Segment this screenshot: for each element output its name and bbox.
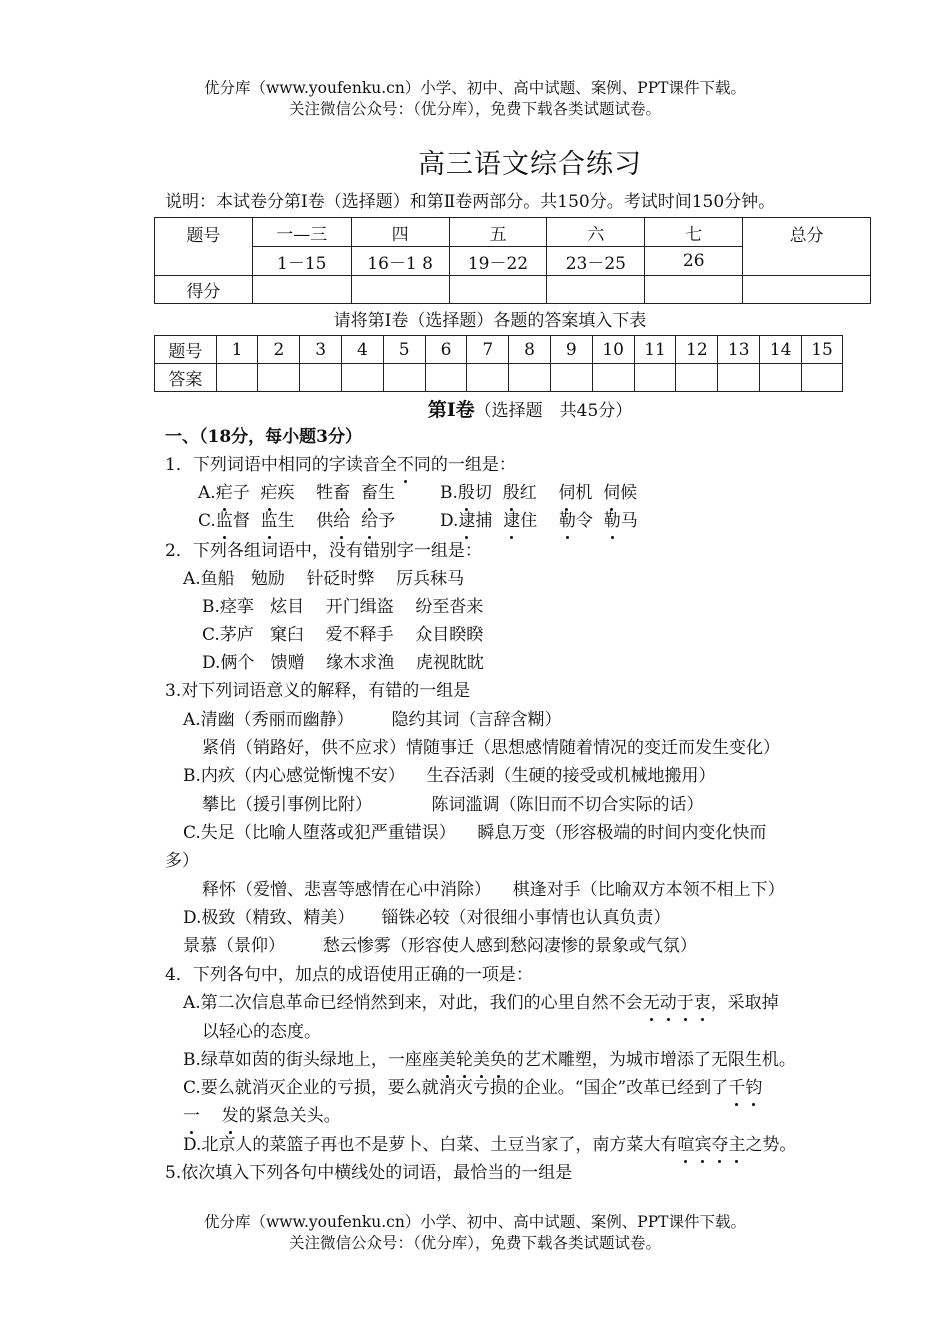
answer-number: 7 bbox=[467, 336, 509, 364]
q3-line: 多） bbox=[165, 851, 199, 871]
q2-option-b: B.痉挛 炫目 开门缉盗 纷至沓来 bbox=[202, 597, 484, 617]
q2-option-a: A.鱼船 勉励 针砭时弊 厉兵秣马 bbox=[183, 569, 465, 589]
score-table-section: 六 bbox=[547, 218, 645, 247]
answer-cell[interactable] bbox=[634, 364, 676, 392]
q4-option-d: D.北京人的菜篮子再也不是萝卜、白菜、土豆当家了，南方菜大有喧宾夺主之势。 bbox=[183, 1135, 797, 1155]
q3-line: 释怀（爱憎、悲喜等感情在心中消除） 棋逢对手（比喻双方本领不相上下） bbox=[202, 880, 785, 900]
q5-stem: 5.依次填入下列各句中横线处的词语，最恰当的一组是 bbox=[165, 1163, 573, 1183]
score-table bbox=[154, 217, 871, 304]
score-cell[interactable] bbox=[547, 276, 645, 304]
answer-number: 4 bbox=[342, 336, 384, 364]
q1-stem: 1．下列词语中相同的字读音全不同的一组是： bbox=[165, 455, 516, 475]
answer-number: 1 bbox=[216, 336, 258, 364]
answer-table-answer-label: 答案 bbox=[155, 364, 217, 392]
q4-option-a-cont: 以轻心的态度。 bbox=[202, 1022, 321, 1042]
answer-number: 8 bbox=[509, 336, 551, 364]
answer-number: 11 bbox=[634, 336, 676, 364]
answer-number: 14 bbox=[760, 336, 802, 364]
q4-option-b: B.绿草如茵的街头绿地上，一座座美轮美奂的艺术雕塑，为城市增添了无限生机。 bbox=[183, 1050, 796, 1070]
watermark-line-2: 关注微信公众号：（优分库），免费下载各类试题试卷。 bbox=[288, 100, 661, 118]
q2-option-c: C.茅庐 窠臼 爱不释手 众目睽睽 bbox=[202, 625, 484, 645]
q3-line: 紧俏（销路好，供不应求）情随事迁（思想感情随着情况的变迁而发生变化） bbox=[202, 738, 780, 758]
answer-cell[interactable] bbox=[342, 364, 384, 392]
answer-number: 9 bbox=[550, 336, 592, 364]
score-table-range: 1－15 bbox=[252, 247, 351, 276]
answer-number: 5 bbox=[383, 336, 425, 364]
answer-cell[interactable] bbox=[718, 364, 760, 392]
section-1-title: 第Ⅰ卷 bbox=[427, 399, 475, 421]
page-title: 高三语文综合练习 bbox=[418, 149, 642, 180]
q2-stem: 2．下列各组词语中，没有错别字一组是： bbox=[165, 541, 482, 561]
watermark-line-2: 关注微信公众号：（优分库），免费下载各类试题试卷。 bbox=[288, 1234, 661, 1252]
watermark-line-1: 优分库（www.youfenku.cn）小学、初中、高中试题、案例、PPT课件下载。 bbox=[203, 79, 747, 97]
q3-line: C.失足（比喻人堕落或犯严重错误） 瞬息万变（形容极端的时间内变化快而 bbox=[183, 823, 767, 843]
answer-number: 6 bbox=[425, 336, 467, 364]
answer-cell[interactable] bbox=[509, 364, 551, 392]
answer-table-caption: 请将第Ⅰ卷（选择题）各题的答案填入下表 bbox=[333, 311, 647, 331]
answer-cell[interactable] bbox=[802, 364, 843, 392]
answer-cell[interactable] bbox=[760, 364, 802, 392]
answer-cell[interactable] bbox=[216, 364, 258, 392]
section-1-subtitle: （选择题 共45分） bbox=[474, 401, 633, 421]
q1-option-b: B.殷切 殷红 伺机 伺候 bbox=[440, 483, 638, 503]
answer-cell[interactable] bbox=[676, 364, 718, 392]
q3-stem: 3.对下列词语意义的解释，有错的一组是 bbox=[165, 681, 471, 701]
score-total-cell[interactable] bbox=[743, 276, 871, 304]
answer-number: 2 bbox=[258, 336, 300, 364]
score-cell[interactable] bbox=[351, 276, 449, 304]
score-table-range: 16－1 8 bbox=[351, 247, 449, 276]
answer-table bbox=[154, 335, 843, 392]
answer-cell[interactable] bbox=[258, 364, 300, 392]
instructions: 说明：本试卷分第Ⅰ卷（选择题）和第Ⅱ卷两部分。共150分。考试时间150分钟。 bbox=[165, 192, 776, 212]
answer-cell[interactable] bbox=[300, 364, 342, 392]
score-table-score-label: 得分 bbox=[155, 276, 253, 304]
answer-number: 10 bbox=[592, 336, 634, 364]
score-table-total-label: 总分 bbox=[743, 218, 871, 276]
score-cell[interactable] bbox=[252, 276, 351, 304]
answer-number: 15 bbox=[802, 336, 843, 364]
q3-line: D.极致（精致、精美） 锱铢必较（对很细小事情也认真负责） bbox=[183, 908, 671, 928]
score-table-range: 19－22 bbox=[449, 247, 547, 276]
q3-line: 景慕（景仰） 愁云惨雾（形容使人感到愁闷凄惨的景象或气氛） bbox=[183, 936, 697, 956]
score-table-section: 四 bbox=[351, 218, 449, 247]
answer-cell[interactable] bbox=[550, 364, 592, 392]
watermark-line-1: 优分库（www.youfenku.cn）小学、初中、高中试题、案例、PPT课件下载。 bbox=[203, 1213, 747, 1231]
answer-number: 3 bbox=[300, 336, 342, 364]
q4-option-c-cont: 一 发的紧急关头。 bbox=[183, 1106, 341, 1126]
q3-line: A.清幽（秀丽而幽静） 隐约其词（言辞含糊） bbox=[183, 710, 562, 730]
section-1-heading bbox=[0, 395, 950, 422]
answer-table-question-label: 题号 bbox=[155, 336, 217, 364]
answer-number: 12 bbox=[676, 336, 718, 364]
answer-cell[interactable] bbox=[467, 364, 509, 392]
score-table-range: 23－25 bbox=[547, 247, 645, 276]
q4-stem: 4．下列各句中，加点的成语使用正确的一项是： bbox=[165, 965, 533, 985]
q1-option-a: A.疟子 疟疾 牲畜 畜生 bbox=[198, 483, 395, 503]
q4-option-a: A.第二次信息革命已经悄然到来，对此，我们的心里自然不会无动于衷，采取掉 bbox=[183, 993, 779, 1013]
answer-cell[interactable] bbox=[592, 364, 634, 392]
score-cell[interactable] bbox=[449, 276, 547, 304]
q1-option-d: D.逮捕 逮住 勒令 勒马 bbox=[440, 511, 638, 531]
q3-line: B.内疚（内心感觉惭愧不安） 生吞活剥（生硬的接受或机械地搬用） bbox=[183, 766, 716, 786]
answer-number: 13 bbox=[718, 336, 760, 364]
part-1-heading: 一、（18分，每小题3分） bbox=[165, 427, 362, 447]
score-table-range: 26 bbox=[645, 247, 743, 276]
score-table-section: 五 bbox=[449, 218, 547, 247]
score-table-section: 七 bbox=[645, 218, 743, 247]
q2-option-d: D.俩个 馈赠 缘木求渔 虎视眈眈 bbox=[202, 653, 484, 673]
q1-option-c: C.监督 监生 供给 给予 bbox=[198, 511, 396, 531]
q3-line: 攀比（援引事例比附） 陈词滥调（陈旧而不切合实际的话） bbox=[202, 795, 704, 815]
q4-option-c: C.要么就消灭企业的亏损，要么就消灭亏损的企业。“国企”改革已经到了千钧 bbox=[183, 1078, 763, 1098]
score-cell[interactable] bbox=[645, 276, 743, 304]
answer-cell[interactable] bbox=[383, 364, 425, 392]
score-table-question-label: 题号 bbox=[155, 218, 253, 276]
answer-cell[interactable] bbox=[425, 364, 467, 392]
score-table-section: 一—三 bbox=[252, 218, 351, 247]
